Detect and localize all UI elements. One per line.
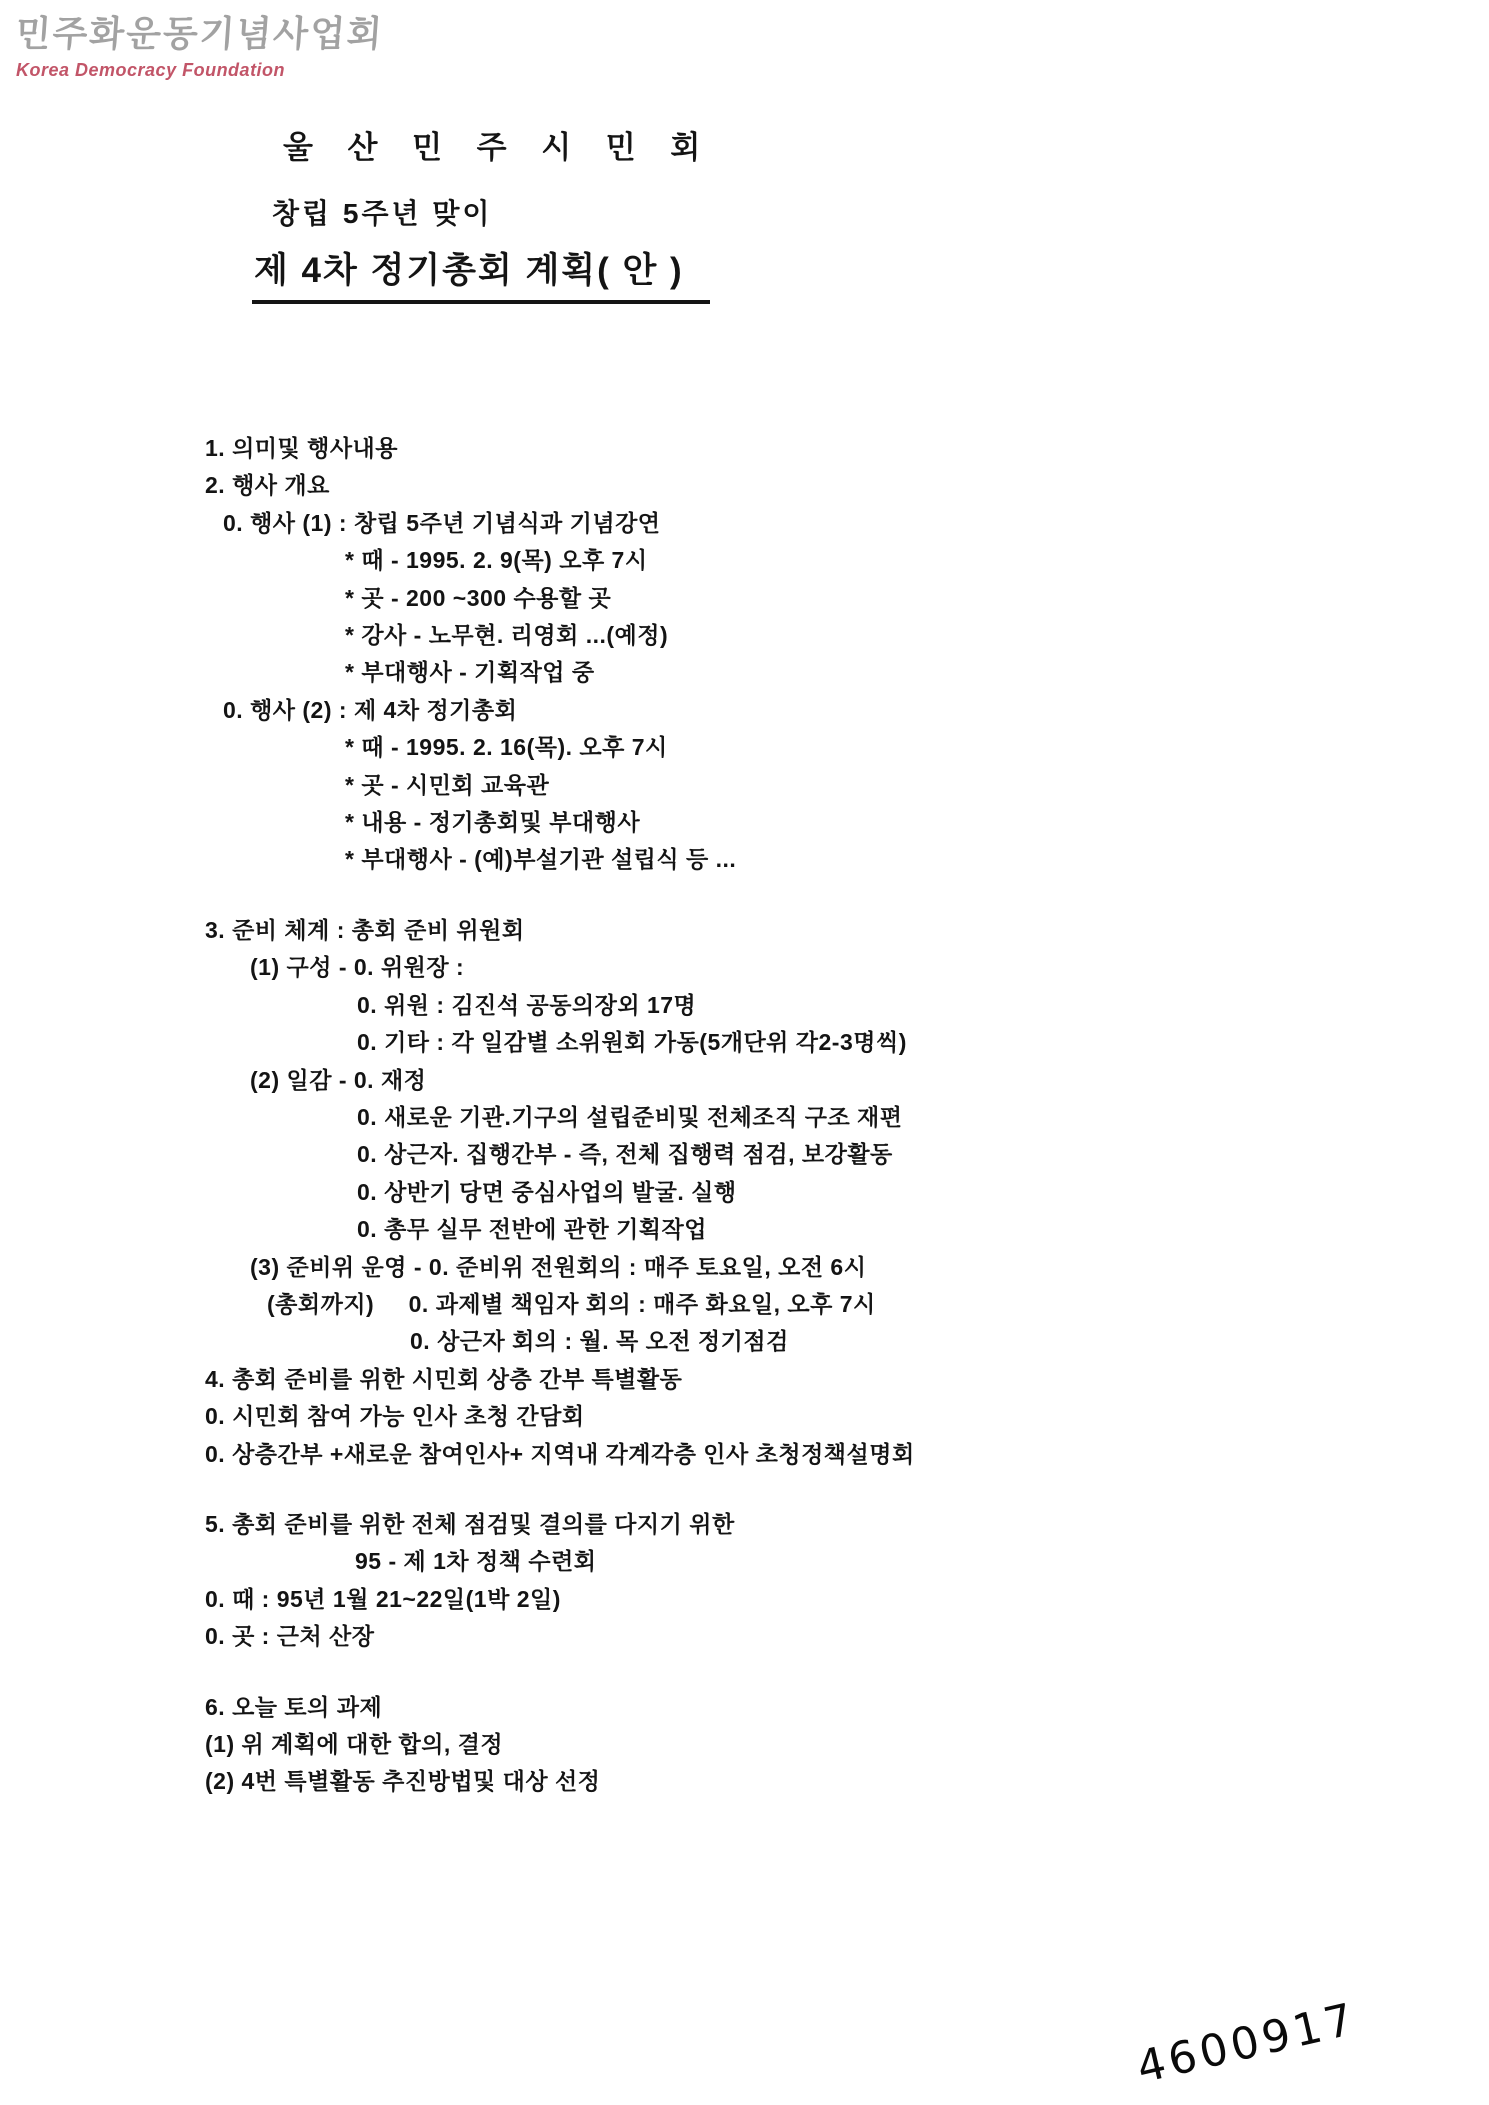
doc-line: (3) 준비위 운영 - 0. 준비위 전원회의 : 매주 토요일, 오전 6시 — [250, 1253, 867, 1280]
organization-title: 울 산 민 주 시 민 회 — [283, 130, 714, 165]
anniversary-subtitle: 창립 5주년 맞이 — [272, 198, 493, 229]
doc-line: (총회까지) 0. 과제별 책임자 회의 : 매주 화요일, 오후 7시 — [267, 1290, 876, 1317]
doc-line: 0. 상근자. 집행간부 - 즉, 전체 집행력 점검, 보강활동 — [357, 1141, 893, 1168]
doc-line: * 내용 - 정기총회및 부대행사 — [345, 809, 641, 836]
doc-line: 0. 상근자 회의 : 월. 목 오전 정기점검 — [410, 1328, 789, 1355]
logo-english-text: Korea Democracy Foundation — [16, 60, 286, 80]
handwritten-archive-number: 4600917 — [1132, 1993, 1362, 2094]
doc-line: 0. 행사 (2) : 제 4차 정기총회 — [223, 696, 518, 723]
doc-line: 0. 곳 : 근처 산장 — [205, 1623, 375, 1650]
doc-line: 0. 총무 실무 전반에 관한 기획작업 — [357, 1216, 707, 1243]
doc-line: (2) 4번 특별활동 추진방법및 대상 선정 — [205, 1768, 601, 1795]
doc-line: (1) 위 계획에 대한 합의, 결정 — [205, 1731, 504, 1757]
doc-line: * 곳 - 200 ~300 수용할 곳 — [345, 584, 612, 611]
doc-line: 3. 준비 체계 : 총회 준비 위원회 — [205, 916, 525, 943]
doc-line: * 강사 - 노무현. 리영회 ...(예정) — [345, 622, 669, 649]
doc-line: 0. 위원 : 김진석 공동의장외 17명 — [357, 991, 697, 1018]
doc-line: 0. 상반기 당면 중심사업의 발굴. 실행 — [357, 1178, 737, 1205]
doc-line: (1) 구성 - 0. 위원장 : — [250, 954, 465, 981]
doc-line: 0. 새로운 기관.기구의 설립준비및 전체조직 구조 재편 — [357, 1103, 903, 1130]
doc-line: 5. 총회 준비를 위한 전체 점검및 결의를 다지기 위한 — [205, 1510, 735, 1537]
doc-line: 2. 행사 개요 — [205, 472, 330, 499]
doc-line: 95 - 제 1차 정책 수련회 — [355, 1548, 597, 1575]
document-lines — [205, 430, 1405, 1801]
doc-line: 0. 때 : 95년 1월 21~22일(1박 2일) — [205, 1585, 561, 1612]
doc-line: * 부대행사 - 기획작업 중 — [345, 659, 595, 686]
doc-line: 0. 기타 : 각 일감별 소위원회 가동(5개단위 각2-3명씩) — [357, 1029, 907, 1056]
doc-line: * 부대행사 - (예)부설기관 설립식 등 ... — [345, 846, 737, 873]
doc-line: * 곳 - 시민회 교육관 — [345, 771, 550, 798]
doc-line: 1. 의미및 행사내용 — [205, 435, 398, 461]
korea-democracy-foundation-logo — [16, 6, 384, 81]
doc-line: * 때 - 1995. 2. 9(목) 오후 7시 — [345, 547, 648, 574]
doc-line: 0. 행사 (1) : 창립 5주년 기념식과 기념강연 — [223, 509, 661, 536]
doc-line: 6. 오늘 토의 과제 — [205, 1693, 383, 1720]
doc-line: (2) 일감 - 0. 재정 — [250, 1066, 427, 1093]
logo-hangul-text: 민주화운동기념사업회 — [14, 13, 386, 55]
doc-line: 0. 시민회 참여 가능 인사 초청 간담회 — [205, 1403, 585, 1430]
doc-line: 0. 상층간부 +새로운 참여인사+ 지역내 각계각층 인사 초청정책설명회 — [205, 1440, 915, 1467]
doc-line: * 때 - 1995. 2. 16(목). 오후 7시 — [345, 734, 668, 761]
document-main-title: 제 4차 정기총회 계획( 안 ) — [252, 243, 710, 304]
doc-line: 4. 총회 준비를 위한 시민회 상층 간부 특별활동 — [205, 1365, 683, 1392]
